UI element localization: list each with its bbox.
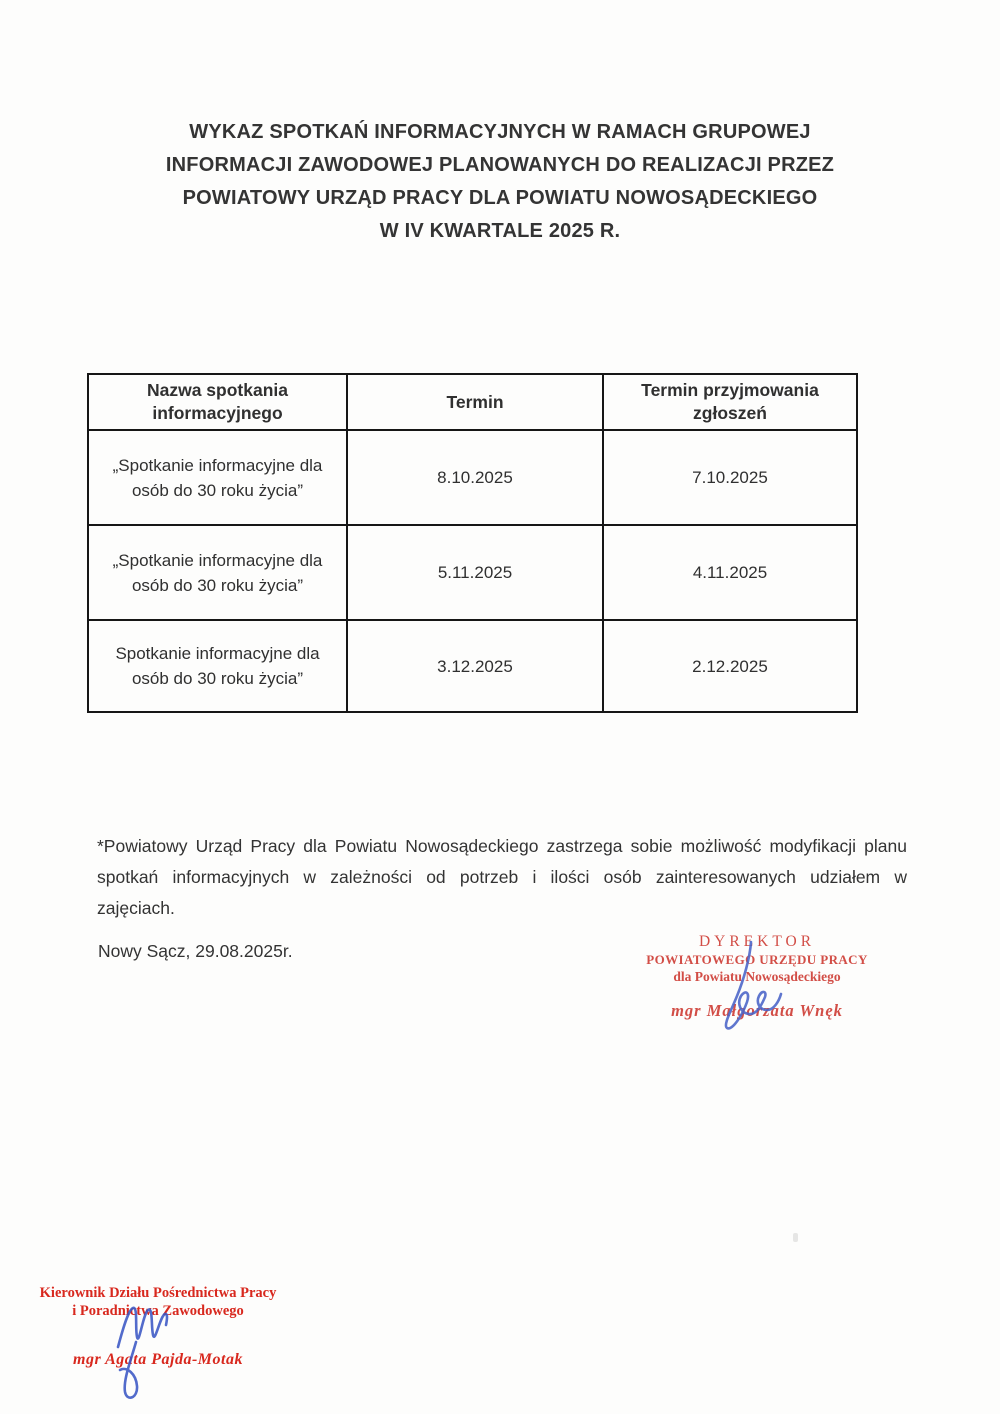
director-stamp-office: POWIATOWEGO URZĘDU PRACY	[646, 952, 868, 967]
director-name: mgr Małgorzata Wnęk	[671, 1001, 843, 1020]
table-row	[88, 525, 857, 620]
place-date-line: Nowy Sącz, 29.08.2025r.	[98, 941, 293, 961]
manager-signature	[100, 1302, 190, 1402]
director-stamp-district: dla Powiatu Nowosądeckiego	[673, 969, 841, 984]
page-title	[110, 116, 890, 248]
termin-cell: 5.11.2025	[347, 525, 603, 620]
deadline-cell: 2.12.2025	[603, 620, 857, 712]
termin-cell: 3.12.2025	[347, 620, 603, 712]
meeting-name-cell: „Spotkanie informacyjne dla osób do 30 roku życia”	[88, 430, 347, 525]
title-line-3: POWIATOWY URZĄD PRACY DLA POWIATU NOWOSĄDECKIEGO	[182, 187, 818, 209]
title-line-1: WYKAZ SPOTKAŃ INFORMACYJNYCH W RAMACH GRUPOWEJ	[189, 121, 811, 143]
termin-cell: 8.10.2025	[347, 430, 603, 525]
footnote-text: *Powiatowy Urząd Pracy dla Powiatu Nowosądeckiego zastrzega sobie możliwość modyfikacji planu spotkań informacyjnych w zależności od potrzeb i ilości osób zainteresowanych udziałem w zajęciach.	[97, 836, 907, 918]
meeting-name-cell: „Spotkanie informacyjne dla osób do 30 roku życia”	[88, 525, 347, 620]
title-line-2: INFORMACJI ZAWODOWEJ PLANOWANYCH DO REALIZACJI PRZEZ	[165, 154, 835, 176]
director-stamp	[628, 933, 886, 1021]
header-deadline: Termin przyjmowania zgłoszeń	[603, 374, 857, 430]
header-meeting-name: Nazwa spotkania informacyjnego	[88, 374, 347, 430]
director-signature	[706, 941, 802, 1033]
manager-stamp	[38, 1284, 278, 1369]
meetings-table	[87, 373, 858, 713]
table-row	[88, 620, 857, 712]
manager-stamp-title-2: i Poradnictwa Zawodowego	[72, 1303, 244, 1319]
table-row	[88, 430, 857, 525]
scan-artifact	[793, 1233, 798, 1242]
meeting-name-cell: Spotkanie informacyjne dla osób do 30 roku życia”	[88, 620, 347, 712]
header-termin: Termin	[347, 374, 603, 430]
title-line-4: W IV KWARTALE 2025 R.	[379, 220, 621, 242]
table-header-row	[88, 374, 857, 430]
manager-name: mgr Agata Pajda-Motak	[73, 1351, 243, 1368]
director-stamp-title: DYREKTOR	[698, 933, 816, 950]
deadline-cell: 7.10.2025	[603, 430, 857, 525]
deadline-cell: 4.11.2025	[603, 525, 857, 620]
manager-stamp-title-1: Kierownik Działu Pośrednictwa Pracy	[39, 1285, 277, 1301]
